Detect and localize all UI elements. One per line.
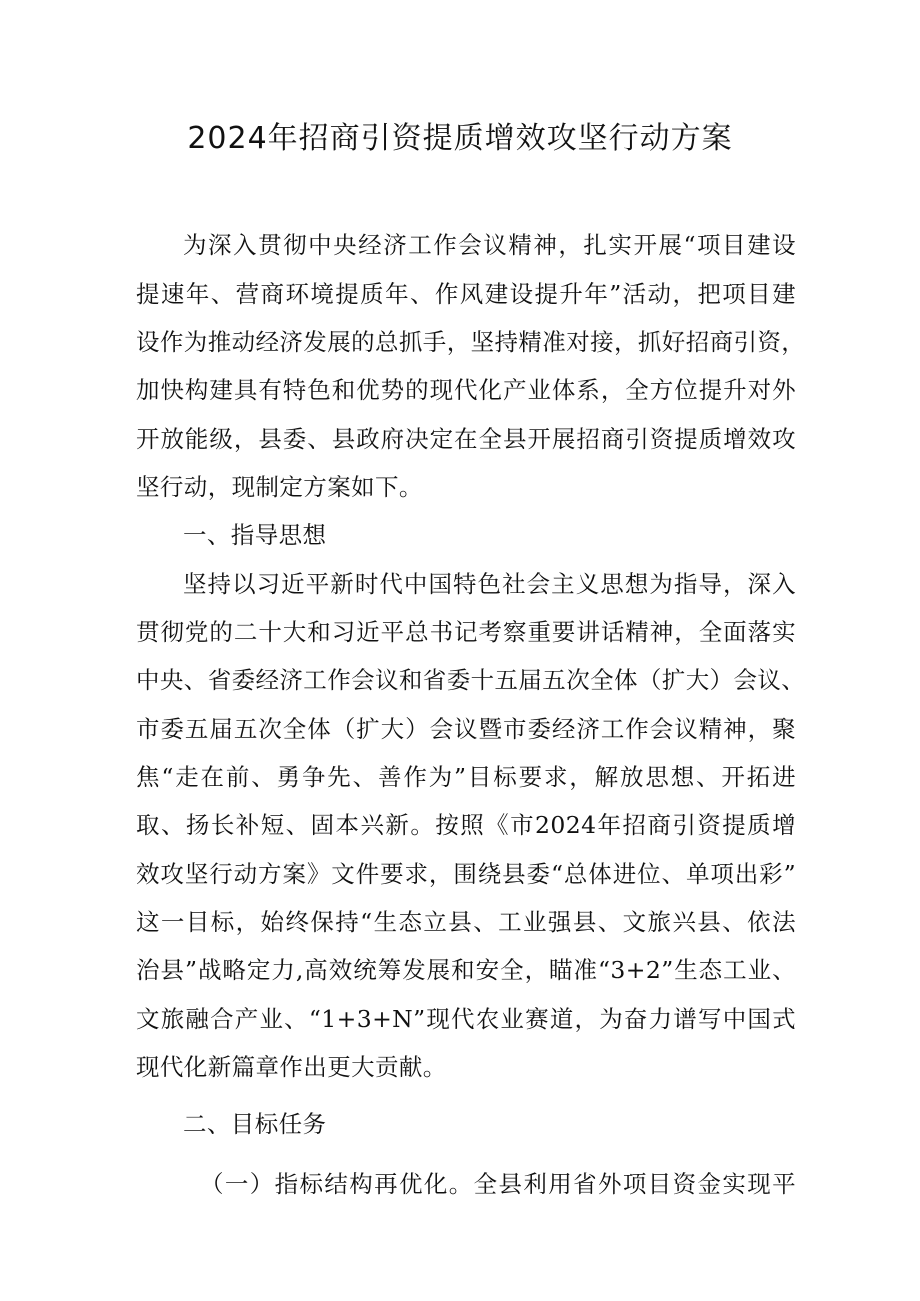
section1-line-8: 这一目标，始终保持“生态立县、工业强县、文旅兴县、依法 <box>136 908 796 936</box>
section1-line-7: 效攻坚行动方案》文件要求，围绕县委“总体进位、单项出彩” <box>136 860 796 888</box>
intro-line-1: 为深入贯彻中央经济工作会议精神，扎实开展“项目建设 <box>183 231 796 259</box>
intro-line-6: 坚行动，现制定方案如下。 <box>136 473 423 501</box>
document-title: 2024年招商引资提质增效攻坚行动方案 <box>187 121 733 156</box>
section1-line-9: 治县”战略定力,高效统筹发展和安全，瞄准“3+2”生态工业、 <box>136 956 796 984</box>
section2-item1-line: （一）指标结构再优化。全县利用省外项目资金实现平 <box>200 1170 796 1198</box>
section1-heading: 一、指导思想 <box>183 521 327 549</box>
section1-line-11: 现代化新篇章作出更大贡献。 <box>136 1053 447 1081</box>
intro-line-4: 加快构建具有特色和优势的现代化产业体系，全方位提升对外 <box>136 376 796 404</box>
section2-heading: 二、目标任务 <box>183 1110 327 1138</box>
intro-line-2: 提速年、营商环境提质年、作风建设提升年”活动，把项目建 <box>136 280 796 308</box>
section1-line-3: 中央、省委经济工作会议和省委十五届五次全体（扩大）会议、 <box>136 666 806 694</box>
section1-line-2: 贯彻党的二十大和习近平总书记考察重要讲话精神，全面落实 <box>136 618 796 646</box>
section1-line-6: 取、扬长补短、固本兴新。按照《市2024年招商引资提质增 <box>136 811 796 839</box>
section1-line-4: 市委五届五次全体（扩大）会议暨市委经济工作会议精神，聚 <box>136 715 796 743</box>
intro-line-5: 开放能级，县委、县政府决定在全县开展招商引资提质增效攻 <box>136 425 796 453</box>
section1-line-1: 坚持以习近平新时代中国特色社会主义思想为指导，深入 <box>183 570 796 598</box>
section1-line-10: 文旅融合产业、“1+3+N”现代农业赛道，为奋力谱写中国式 <box>136 1005 796 1033</box>
intro-line-3: 设作为推动经济发展的总抓手，坚持精准对接，抓好招商引资， <box>136 328 806 356</box>
section1-line-5: 焦“走在前、勇争先、善作为”目标要求，解放思想、开拓进 <box>136 763 796 791</box>
